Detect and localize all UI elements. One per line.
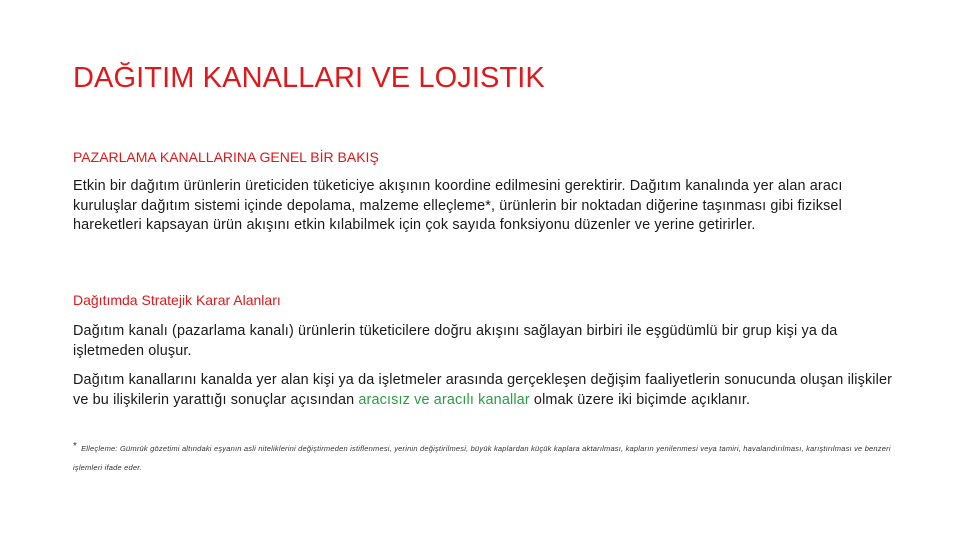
footnote [73,437,893,477]
footnote-text: Elleçleme: Gümrük gözetimi altındaki eşyanın asli niteliklerini değiştirmeden istiflenmesi, yerinin değiştirilmesi, büyük kaplardan küçük kaplara aktarılması, kapların yenilenmesi veya tamiri, havalandırılması, karıştırılması ve benzeri işlemleri ifade eder. [73,444,891,472]
slide-title: DAĞITIM KANALLARI VE LOJISTIK [73,62,545,94]
section-heading: Dağıtımda Stratejik Karar Alanları [73,292,281,308]
footnote-marker: * [73,441,78,452]
channel-types-paragraph [73,371,893,410]
paragraph-text-end: olmak üzere iki biçimde açıklanır. [529,391,751,408]
intro-paragraph: Etkin bir dağıtım ürünlerin üreticiden tüketiciye akışının koordine edilmesini gerektirir. Dağıtım kanalında yer alan aracı kuruluşlar dağıtım sistemi içinde depolama, malzeme elleçleme*, ürünlerin bir noktadan diğerine taşınması gibi fiziksel hareketleri kapsayan ürün akışını etkin kılabilmek için çok sayıda fonksiyonu düzenler ve yerine getirirler. [73,178,843,233]
definition-paragraph: Dağıtım kanalı (pazarlama kanalı) ürünlerin tüketicilere doğru akışını sağlayan birbiri ile eşgüdümlü bir grup kişi ya da işletmeden oluşur. [73,323,838,359]
highlighted-term: aracısız ve aracılı kanallar [358,391,530,408]
section-subtitle: PAZARLAMA KANALLARINA GENEL BİR BAKIŞ [73,149,379,165]
paragraph-text-start: Dağıtım kanallarını kanalda yer alan kişi ya da işletmeler arasında gerçekleşen değişim faaliyetlerin sonucunda oluşan ilişkiler ve bu ilişkilerin yarattığı sonuçlar açısından [73,372,893,408]
